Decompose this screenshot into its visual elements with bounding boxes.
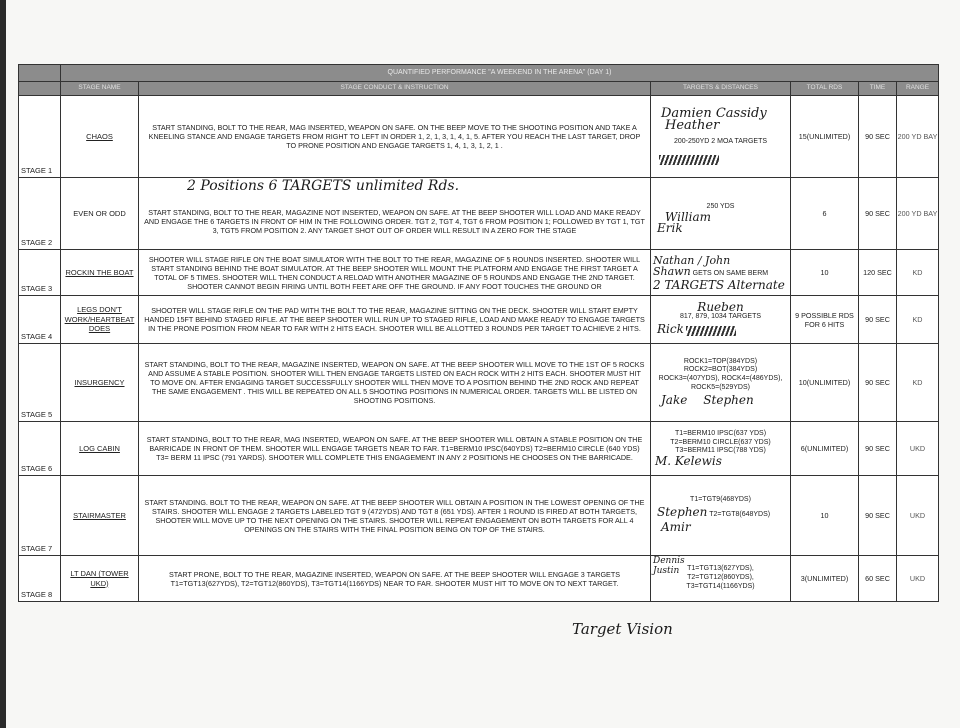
- stage-number: STAGE 2: [21, 237, 53, 247]
- stage-conduct: START STANDING, BOLT TO THE REAR, MAG INSERTED, WEAPON ON SAFE. AT THE BEEP SHOOTER WILL OBTAIN A STABLE POSITION ON THE BARRICADE IN FRONT OF THEM. SHOOTER WILL ENGAGE TARGETS NEAR TO FAR. T1=BERM10 IPSC(640YDS) T2=BERM10 CIRCLE (640 YDS) T3= BERM 11 IPSC (791 YARDS). SHOOTER WILL COMPLETE THIS ENGAGEMENT IN ANY 2 POSITIONS HE CHOOSES ON THE BARRICADE.: [139, 422, 651, 476]
- stage-number: STAGE 8: [21, 589, 53, 599]
- handwritten-name: Amir: [661, 519, 691, 534]
- stage-name: INSURGENCY: [61, 344, 139, 422]
- stage-targets: [651, 344, 791, 422]
- handwritten-name: Justin: [653, 566, 680, 576]
- stage-cell: [19, 422, 61, 476]
- footer-signature: Target Vision: [572, 620, 673, 638]
- stage-number: STAGE 1: [21, 165, 53, 175]
- time: 120 SEC: [859, 250, 897, 296]
- total-rds: 3(UNLIMITED): [791, 556, 859, 602]
- conduct-text: START STANDING, BOLT TO THE REAR, MAGAZINE NOT INSERTED, WEAPON ON SAFE. AT THE BEEP SHOOTER WILL LOAD AND MAKE READY AND ENGAGE THE 6 TARGETS IN FRONT OF HIM IN THE FOLLOWING ORDER. TGT 2, TGT 4, TGT 6 FROM POSITION 1; FOLLOWED BY TGT 1, TGT 3, TGT5 FROM POSITION 2. ANY TARGET SHOT OUT OF ORDER WILL RESULT IN A ZERO FOR THE STAGE: [144, 208, 645, 235]
- targets-text: GETS ON SAME BERM: [692, 269, 769, 277]
- range: KD: [897, 250, 939, 296]
- scribble-mark: [653, 155, 788, 166]
- target-line: ROCK1=TOP(384YDS): [683, 357, 758, 365]
- stage-name: LOG CABIN: [61, 422, 139, 476]
- total-rds: 9 POSSIBLE RDS FOR 6 HITS: [791, 296, 859, 344]
- time: 60 SEC: [859, 556, 897, 602]
- stage-cell: [19, 178, 61, 250]
- stage-conduct: [139, 178, 651, 250]
- target-line: T1=TGT9(468YDS): [690, 496, 751, 504]
- stage-targets: [651, 476, 791, 556]
- target-line: T2=BERM10 CIRCLE(637 YDS): [670, 438, 771, 446]
- header-stage-name: STAGE NAME: [61, 82, 139, 96]
- handwritten-line: [653, 322, 788, 337]
- stage-number: STAGE 7: [21, 543, 53, 553]
- total-rds: 10: [791, 250, 859, 296]
- total-rds: 10(UNLIMITED): [791, 344, 859, 422]
- table-row: [19, 422, 939, 476]
- total-rds: 15(UNLIMITED): [791, 96, 859, 178]
- stage-name: EVEN OR ODD: [61, 178, 139, 250]
- target-line: T1=TGT13(627YDS),: [687, 565, 754, 573]
- range: KD: [897, 296, 939, 344]
- scribble-mark: [686, 326, 736, 336]
- scan-edge: [0, 0, 6, 728]
- range: KD: [897, 344, 939, 422]
- target-line: T3=TGT14(1166YDS): [686, 582, 755, 590]
- target-line: T3=BERM11 IPSC(788 YDS): [675, 447, 766, 455]
- handwritten-name: Erik: [657, 220, 683, 235]
- target-line: T1=BERM10 IPSC(637 YDS): [674, 429, 767, 437]
- targets-line: [653, 266, 788, 279]
- range: UKD: [897, 556, 939, 602]
- stage-number: STAGE 6: [21, 463, 53, 473]
- table-row: [19, 296, 939, 344]
- stage-conduct: SHOOTER WILL STAGE RIFLE ON THE PAD WITH THE BOLT TO THE REAR, MAGAZINE SITTING ON THE DECK. SHOOTER WILL START EMPTY HANDED 15FT BEHIND STAGED RIFLE. AT THE BEEP SHOOTER WILL RUN UP TO STAGED RIFLE, LOAD AND MAKE READY TO ENGAGE TARGETS IN THE PRONE POSITION FROM NEAR TO FAR WITH 2 HITS EACH. SHOOTER WILL BE ALLOTTED 3 ROUNDS PER TARGET TO ACHIEVE 2 HITS.: [139, 296, 651, 344]
- target-line: T2=TGT12(860YDS),: [687, 574, 754, 582]
- handwritten-name: Rick: [657, 321, 684, 336]
- table-row: [19, 96, 939, 178]
- target-line: ROCK5=(529YDS): [691, 383, 750, 391]
- stage-name: LEGS DON'T WORK/HEARTBEAT DOES: [61, 296, 139, 344]
- score-sheet: [18, 64, 938, 612]
- stage-cell: [19, 296, 61, 344]
- range: 200 YD BAY: [897, 178, 939, 250]
- targets-text: 200-250YD 2 MOA TARGETS: [673, 137, 768, 145]
- time: 90 SEC: [859, 476, 897, 556]
- stage-table: [18, 64, 939, 602]
- stage-cell: [19, 556, 61, 602]
- time: 90 SEC: [859, 178, 897, 250]
- stage-number: STAGE 4: [21, 331, 53, 341]
- targets-text: 250 YDS: [706, 203, 735, 211]
- target-line: ROCK3=(407YDS), ROCK4=(486YDS),: [658, 375, 783, 382]
- table-row: [19, 250, 939, 296]
- header-blank: [19, 82, 61, 96]
- stage-targets: [651, 422, 791, 476]
- handwritten-name: M. Kelewis: [655, 454, 722, 469]
- handwritten-line: [653, 393, 788, 408]
- stage-conduct: START STANDING, BOLT TO THE REAR, MAGAZINE INSERTED, WEAPON ON SAFE. AT THE BEEP SHOOTER WILL MOVE TO THE 1ST OF 5 ROCKS AND ASSUME A STABLE POSITION. SHOOTER WILL THEN ENGAGE TARGETS LISTED ON EACH ROCK WITH 2 HITS EACH. SHOOTER MUST HIT TO MOVE ON. AFTER ENGAGING TARGET SUCCESSFULLY SHOOTER WILL THEN MOVE TO A POSITION BEHIND THE 2ND ROCK AND REPEAT THE SAME ENGAGEMENT . THIS WILL BE REPEATED ON ALL 5 SHOOTING POSITIONS IN NUMERICAL ORDER. TARGETS WILL BE LISTED ON SHOOTING POSITIONS.: [139, 344, 651, 422]
- stage-targets: [651, 296, 791, 344]
- header-total-rds: TOTAL RDS: [791, 82, 859, 96]
- stage-conduct: START PRONE, BOLT TO THE REAR, MAGAZINE INSERTED, WEAPON ON SAFE. AT THE BEEP SHOOTER WILL ENGAGE 3 TARGETS T1=TGT13(627YDS), T2=TGT12(860YDS), T3=TGT14(1166YDS) NEAR TO FAR. SHOOTER MUST HIT TO MOVE ON TO NEXT TARGET.: [139, 556, 651, 602]
- stage-number: STAGE 5: [21, 409, 53, 419]
- handwritten-name: Rueben: [697, 300, 744, 315]
- stage-cell: [19, 476, 61, 556]
- stage-conduct: START STANDING, BOLT TO THE REAR, MAG INSERTED, WEAPON ON SAFE. ON THE BEEP MOVE TO THE SHOOTING POSITION AND TAKE A KNEELING STANCE AND ENGAGE TARGETS FROM RIGHT TO LEFT IN ORDER 1, 2, 1, 3, 1, 4, 1, 5. AFTER YOU REACH THE LAST TARGET, DROP TO PRONE POSITION AND ENGAGE TARGETS 1, 4, 1, 3, 1, 2, 1 .: [139, 96, 651, 178]
- handwritten-line: [653, 505, 788, 520]
- header-targets: TARGETS & DISTANCES: [651, 82, 791, 96]
- table-row: [19, 476, 939, 556]
- header-range: RANGE: [897, 82, 939, 96]
- handwritten-name: Stephen: [703, 392, 754, 407]
- handwritten-note: 2 TARGETS Alternate: [653, 277, 785, 292]
- total-rds: 10: [791, 476, 859, 556]
- title-corner: [19, 65, 61, 82]
- handwritten-name: Stephen: [657, 504, 708, 519]
- sheet-title: QUANTIFIED PERFORMANCE "A WEEKEND IN THE ARENA" (DAY 1): [61, 65, 939, 82]
- targets-text: 817, 879, 1034 TARGETS: [679, 313, 762, 321]
- handwritten-name: Shawn: [653, 264, 691, 278]
- stage-name: ROCKIN THE BOAT: [61, 250, 139, 296]
- handwritten-name: Damien Cassidy: [661, 105, 767, 121]
- stage-cell: [19, 344, 61, 422]
- stage-conduct: START STANDING. BOLT TO THE REAR, WEAPON ON SAFE. AT THE BEEP SHOOTER WILL OBTAIN A POSITION IN THE LOWEST OPENING OF THE STAIRS. SHOOTER WILL ENGAGE 2 TARGETS LABELED TGT 9 (472YDS) AND TGT 8 (651 YDS). AFTER 1 ROUND IS FIRED AT BOTH TARGETS, SHOOTER WILL MOVE UP TO THE NEXT OPENING ON THE STAIRS. SHOOTER WILL REPEAT ENGAGEMENT ON BOTH TARGETS FOR ALL 4 OPENINGS ON THE STAIRS WITH THE FINAL POSITION BEING ON TOP OF THE STAIRS.: [139, 476, 651, 556]
- time: 90 SEC: [859, 422, 897, 476]
- handwritten-name: Jake: [661, 392, 688, 407]
- stage-name: STAIRMASTER: [61, 476, 139, 556]
- total-rds: 6(UNLIMITED): [791, 422, 859, 476]
- handwritten-name: Nathan / John: [653, 253, 731, 267]
- stage-name: CHAOS: [61, 96, 139, 178]
- table-row: [19, 344, 939, 422]
- time: 90 SEC: [859, 344, 897, 422]
- stage-targets: [651, 250, 791, 296]
- stage-targets: [651, 178, 791, 250]
- range: 200 YD BAY: [897, 96, 939, 178]
- stage-name: LT DAN (TOWER UKD): [61, 556, 139, 602]
- stage-cell: [19, 96, 61, 178]
- target-line: ROCK2=BOT(384YDS): [683, 366, 758, 374]
- time: 90 SEC: [859, 296, 897, 344]
- table-row: [19, 178, 939, 250]
- handwritten-name: William: [665, 209, 712, 224]
- stage-cell: [19, 250, 61, 296]
- stage-targets: [651, 556, 791, 602]
- handwritten-note: 2 Positions 6 TARGETS unlimited Rds.: [187, 178, 460, 194]
- total-rds: 6: [791, 178, 859, 250]
- handwritten-name: Dennis: [653, 556, 685, 566]
- stage-conduct: SHOOTER WILL STAGE RIFLE ON THE BOAT SIMULATOR WITH THE BOLT TO THE REAR, MAGAZINE OF 5 ROUNDS INSERTED. SHOOTER WILL START STANDING BEHIND THE BOAT SIMULATOR. AT THE BEEP SHOOTER WILL MOUNT THE PLATFORM AND ENGAGE THE FIRST TARGET A TOTAL OF 5 TIMES. SHOOTER WILL THEN CONDUCT A RELOAD WITH ANOTHER MAGAZINE OF 5 ROUNDS AND ENGAGE THE 2ND TARGET. SHOOTER CANNOT BEGIN FIRING UNTIL BOTH FEET ARE OFF THE GROUND. IF ANY FOOT TOUCHES THE GROUND OR: [139, 250, 651, 296]
- target-line: T2=TGT8(648YDS): [709, 510, 771, 518]
- time: 90 SEC: [859, 96, 897, 178]
- range: UKD: [897, 476, 939, 556]
- stage-targets: [651, 96, 791, 178]
- header-time: TIME: [859, 82, 897, 96]
- range: UKD: [897, 422, 939, 476]
- header-conduct: STAGE CONDUCT & INSTRUCTION: [139, 82, 651, 96]
- table-row: [19, 556, 939, 602]
- handwritten-name: Heather: [665, 117, 720, 133]
- stage-number: STAGE 3: [21, 283, 53, 293]
